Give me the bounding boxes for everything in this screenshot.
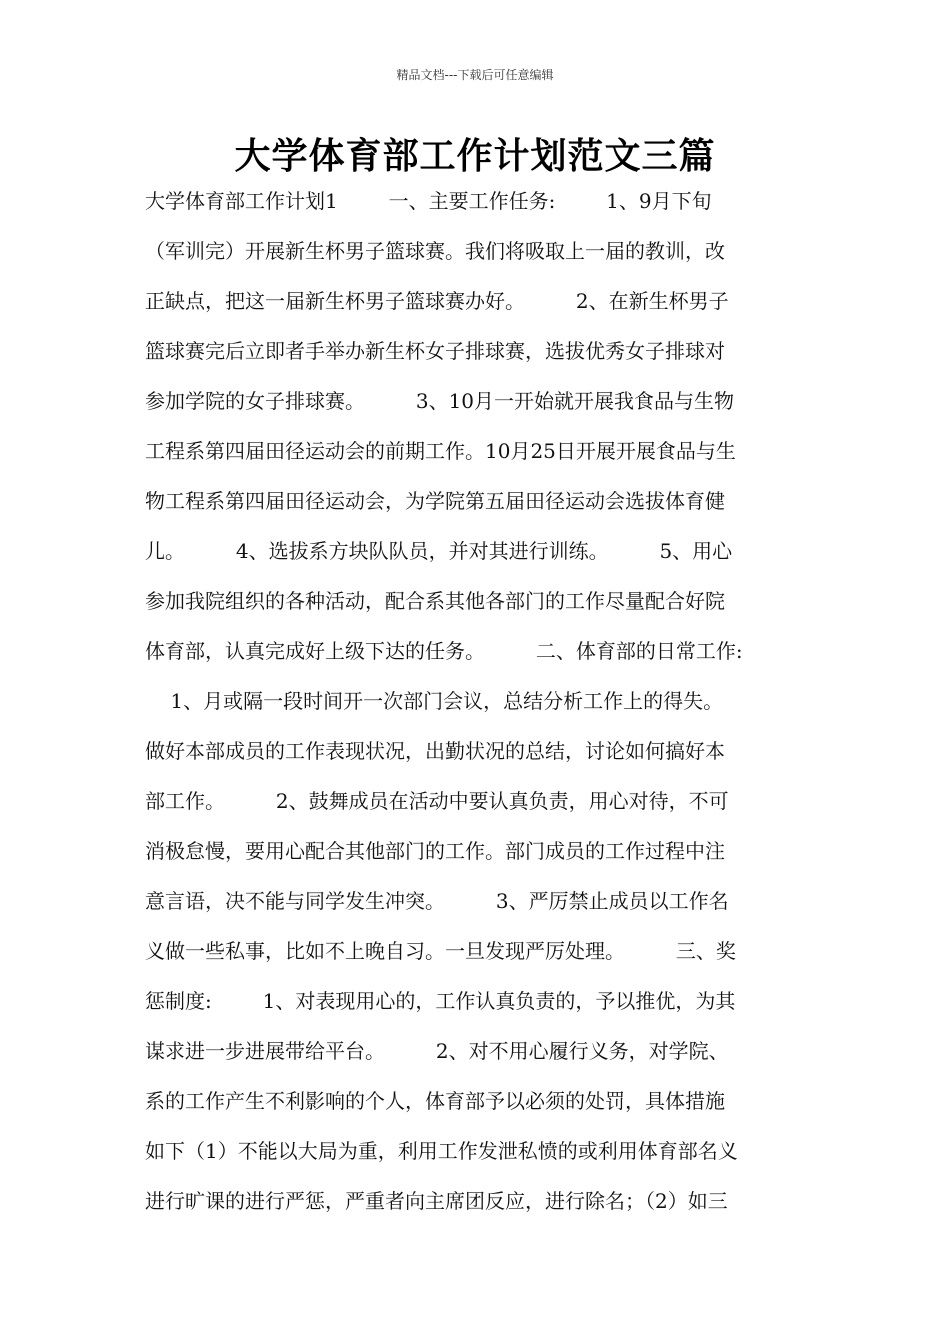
text-line: 如下（1）不能以大局为重，利用工作发泄私愤的或利用体育部名义 xyxy=(145,1139,738,1163)
body-text xyxy=(145,180,835,1230)
text-line: 参加我院组织的各种活动，配合系其他各部门的工作尽量配合好院 xyxy=(145,589,725,613)
text-line: 做好本部成员的工作表现状况，出勤状况的总结，讨论如何搞好本 xyxy=(145,739,725,763)
text-line: 系的工作产生不利影响的个人，体育部予以必须的处罚，具体措施 xyxy=(145,1089,725,1113)
header-note: 精品文档---下载后可任意编辑 xyxy=(396,68,554,82)
text-line: （军训完）开展新生杯男子篮球赛。我们将吸取上一届的教训，改 xyxy=(145,239,725,263)
page-title: 大学体育部工作计划范文三篇 xyxy=(234,136,716,177)
text-line: 大学体育部工作计划1 一、主要工作任务: 1、9月下旬 xyxy=(145,189,712,213)
text-line: 谋求进一步进展带给平台。 2、对不用心履行义务，对学院、 xyxy=(145,1039,729,1063)
text-line: 进行旷课的进行严惩，严重者向主席团反应，进行除名；（2）如三 xyxy=(145,1189,728,1213)
text-line: 参加学院的女子排球赛。 3、10月一开始就开展我食品与生物 xyxy=(145,389,735,413)
text-line: 意言语，决不能与同学发生冲突。 3、严厉禁止成员以工作名 xyxy=(145,889,729,913)
text-line: 消极怠慢，要用心配合其他部门的工作。部门成员的工作过程中注 xyxy=(145,839,725,863)
text-line: 工程系第四届田径运动会的前期工作。10月25日开展开展食品与生 xyxy=(145,439,736,463)
text-line: 1、月或隔一段时间开一次部门会议，总结分析工作上的得失。 xyxy=(145,689,724,713)
text-line: 部工作。 2、鼓舞成员在活动中要认真负责，用心对待，不可 xyxy=(145,789,729,813)
text-line: 儿。 4、选拔系方块队队员，并对其进行训练。 5、用心 xyxy=(145,539,733,563)
text-line: 义做一些私事，比如不上晚自习。一旦发现严厉处理。 三、奖 xyxy=(145,939,736,963)
text-line: 物工程系第四届田径运动会，为学院第五届田径运动会选拔体育健 xyxy=(145,489,725,513)
text-line: 正缺点，把这一届新生杯男子篮球赛办好。 2、在新生杯男子 xyxy=(145,289,729,313)
text-line: 篮球赛完后立即者手举办新生杯女子排球赛，选拔优秀女子排球对 xyxy=(145,339,725,363)
text-line: 体育部，认真完成好上级下达的任务。 二、体育部的日常工作: xyxy=(145,639,743,663)
text-line: 惩制度: 1、对表现用心的，工作认真负责的，予以推优，为其 xyxy=(145,989,736,1013)
